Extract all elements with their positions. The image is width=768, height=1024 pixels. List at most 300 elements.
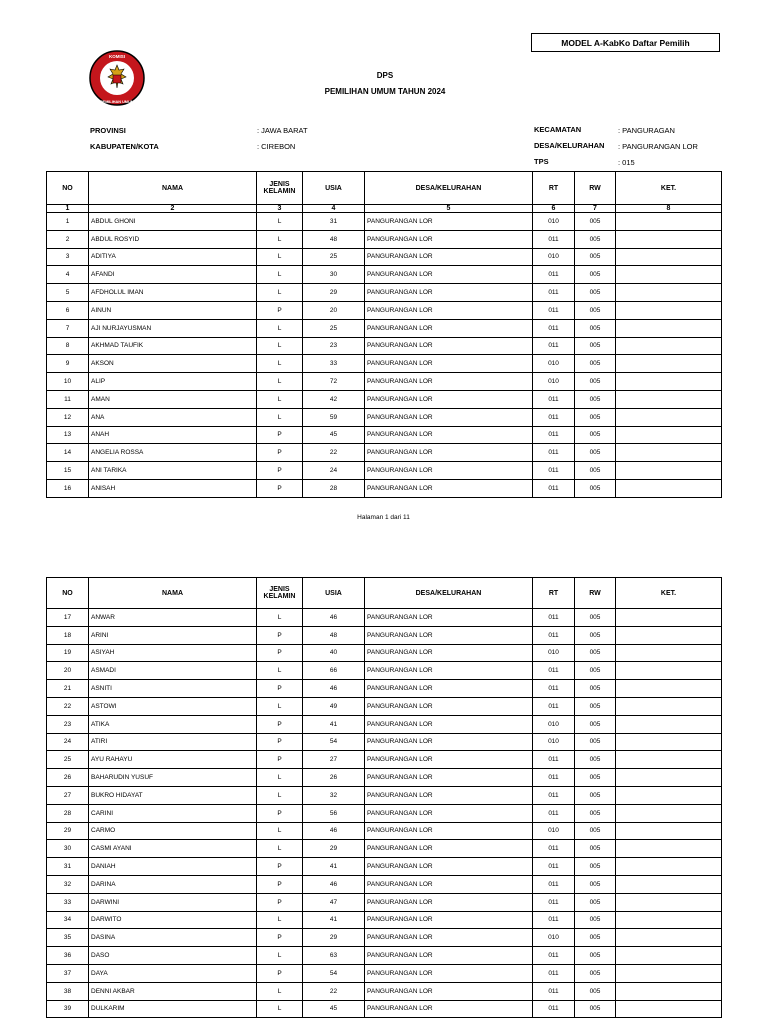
table-row (47, 1000, 722, 1018)
cell-desa: PANGURANGAN LOR (365, 319, 533, 337)
cell-ket (616, 893, 722, 911)
cell-rw: 005 (575, 355, 616, 373)
cell-rw: 005 (575, 248, 616, 266)
table-row (47, 733, 722, 751)
cell-rt: 010 (533, 929, 575, 947)
cell-jenis-kelamin: P (257, 893, 303, 911)
cell-rt: 010 (533, 822, 575, 840)
cell-jenis-kelamin: P (257, 733, 303, 751)
table-row (47, 390, 722, 408)
cell-usia: 23 (303, 337, 365, 355)
cell-ket (616, 301, 722, 319)
cell-nama: ADITIYA (89, 248, 257, 266)
table-row (47, 337, 722, 355)
cell-jenis-kelamin: L (257, 355, 303, 373)
cell-ket (616, 715, 722, 733)
cell-nama: AYU RAHAYU (89, 751, 257, 769)
cell-no: 32 (47, 875, 89, 893)
table-row (47, 715, 722, 733)
cell-desa: PANGURANGAN LOR (365, 479, 533, 497)
kabupaten-value: : CIREBON (257, 142, 296, 151)
table-row (47, 947, 722, 965)
table-row (47, 875, 722, 893)
cell-usia: 63 (303, 947, 365, 965)
cell-rt: 010 (533, 733, 575, 751)
cell-rw: 005 (575, 1000, 616, 1018)
cell-jenis-kelamin: L (257, 911, 303, 929)
cell-ket (616, 355, 722, 373)
column-number: 7 (575, 205, 616, 213)
cell-jenis-kelamin: P (257, 301, 303, 319)
cell-desa: PANGURANGAN LOR (365, 284, 533, 302)
cell-rw: 005 (575, 982, 616, 1000)
cell-rt: 011 (533, 390, 575, 408)
cell-rt: 010 (533, 715, 575, 733)
doc-title: DPS (376, 71, 394, 80)
cell-rt: 011 (533, 982, 575, 1000)
cell-desa: PANGURANGAN LOR (365, 733, 533, 751)
cell-rw: 005 (575, 786, 616, 804)
cell-rw: 005 (575, 662, 616, 680)
cell-jenis-kelamin: P (257, 626, 303, 644)
cell-jenis-kelamin: L (257, 982, 303, 1000)
cell-usia: 31 (303, 213, 365, 231)
cell-usia: 20 (303, 301, 365, 319)
cell-ket (616, 284, 722, 302)
cell-no: 11 (47, 390, 89, 408)
cell-rw: 005 (575, 929, 616, 947)
cell-rw: 005 (575, 822, 616, 840)
cell-rt: 010 (533, 213, 575, 231)
cell-nama: ABDUL GHONI (89, 213, 257, 231)
cell-rt: 010 (533, 373, 575, 391)
cell-no: 29 (47, 822, 89, 840)
header-desa: DESA/KELURAHAN (365, 172, 533, 205)
cell-no: 14 (47, 444, 89, 462)
table-row (47, 609, 722, 627)
cell-nama: AINUN (89, 301, 257, 319)
tps-label: TPS (534, 157, 549, 166)
cell-no: 28 (47, 804, 89, 822)
header-nama: NAMA (89, 172, 257, 205)
cell-no: 16 (47, 479, 89, 497)
desa-label: DESA/KELURAHAN (534, 141, 605, 150)
table-row (47, 804, 722, 822)
cell-ket (616, 929, 722, 947)
cell-ket (616, 822, 722, 840)
cell-nama: ANGELIA ROSSA (89, 444, 257, 462)
kabupaten-label: KABUPATEN/KOTA (90, 142, 159, 151)
cell-no: 1 (47, 213, 89, 231)
cell-no: 22 (47, 697, 89, 715)
cell-rt: 011 (533, 697, 575, 715)
cell-ket (616, 911, 722, 929)
cell-jenis-kelamin: L (257, 213, 303, 231)
cell-usia: 41 (303, 911, 365, 929)
cell-usia: 72 (303, 373, 365, 391)
cell-usia: 25 (303, 248, 365, 266)
cell-usia: 29 (303, 929, 365, 947)
table-row (47, 769, 722, 787)
cell-ket (616, 462, 722, 480)
cell-rt: 011 (533, 1000, 575, 1018)
cell-usia: 48 (303, 626, 365, 644)
cell-usia: 30 (303, 266, 365, 284)
cell-desa: PANGURANGAN LOR (365, 390, 533, 408)
cell-ket (616, 609, 722, 627)
cell-ket (616, 769, 722, 787)
cell-jenis-kelamin: L (257, 248, 303, 266)
cell-nama: DULKARIM (89, 1000, 257, 1018)
cell-nama: AJI NURJAYUSMAN (89, 319, 257, 337)
cell-usia: 24 (303, 462, 365, 480)
cell-rt: 011 (533, 626, 575, 644)
table-row (47, 426, 722, 444)
cell-jenis-kelamin: P (257, 680, 303, 698)
cell-nama: AFDHOLUL IMAN (89, 284, 257, 302)
cell-usia: 45 (303, 1000, 365, 1018)
cell-desa: PANGURANGAN LOR (365, 644, 533, 662)
cell-desa: PANGURANGAN LOR (365, 373, 533, 391)
cell-no: 7 (47, 319, 89, 337)
cell-ket (616, 626, 722, 644)
cell-jenis-kelamin: P (257, 929, 303, 947)
header-nama: NAMA (89, 578, 257, 609)
cell-no: 37 (47, 964, 89, 982)
cell-desa: PANGURANGAN LOR (365, 804, 533, 822)
cell-no: 34 (47, 911, 89, 929)
cell-usia: 45 (303, 426, 365, 444)
cell-no: 39 (47, 1000, 89, 1018)
cell-rw: 005 (575, 697, 616, 715)
cell-desa: PANGURANGAN LOR (365, 626, 533, 644)
header-rt: RT (533, 172, 575, 205)
cell-nama: DASINA (89, 929, 257, 947)
cell-usia: 54 (303, 964, 365, 982)
column-number: 2 (89, 205, 257, 213)
header-no: NO (47, 578, 89, 609)
cell-rw: 005 (575, 462, 616, 480)
cell-jenis-kelamin: L (257, 769, 303, 787)
cell-nama: BUKRO HIDAYAT (89, 786, 257, 804)
cell-rw: 005 (575, 964, 616, 982)
table-row (47, 355, 722, 373)
cell-ket (616, 1000, 722, 1018)
header-rw: RW (575, 578, 616, 609)
cell-no: 10 (47, 373, 89, 391)
cell-ket (616, 840, 722, 858)
cell-rw: 005 (575, 715, 616, 733)
cell-jenis-kelamin: L (257, 408, 303, 426)
cell-ket (616, 680, 722, 698)
cell-desa: PANGURANGAN LOR (365, 1000, 533, 1018)
table-row (47, 373, 722, 391)
cell-usia: 46 (303, 609, 365, 627)
cell-jenis-kelamin: L (257, 697, 303, 715)
cell-desa: PANGURANGAN LOR (365, 230, 533, 248)
cell-desa: PANGURANGAN LOR (365, 301, 533, 319)
cell-no: 23 (47, 715, 89, 733)
cell-nama: CARINI (89, 804, 257, 822)
cell-rt: 011 (533, 426, 575, 444)
page-footer: Halaman 1 dari 11 (357, 514, 410, 521)
cell-jenis-kelamin: L (257, 947, 303, 965)
cell-rw: 005 (575, 426, 616, 444)
cell-usia: 26 (303, 769, 365, 787)
cell-jenis-kelamin: L (257, 822, 303, 840)
table-row (47, 929, 722, 947)
table-row (47, 230, 722, 248)
cell-desa: PANGURANGAN LOR (365, 875, 533, 893)
cell-desa: PANGURANGAN LOR (365, 355, 533, 373)
cell-ket (616, 444, 722, 462)
cell-rw: 005 (575, 301, 616, 319)
cell-rt: 011 (533, 858, 575, 876)
cell-desa: PANGURANGAN LOR (365, 444, 533, 462)
svg-text:PEMILIHAN UMUM: PEMILIHAN UMUM (100, 100, 134, 104)
cell-nama: ALIP (89, 373, 257, 391)
cell-rt: 011 (533, 230, 575, 248)
cell-nama: DENNI AKBAR (89, 982, 257, 1000)
table-row (47, 479, 722, 497)
cell-usia: 66 (303, 662, 365, 680)
cell-usia: 46 (303, 875, 365, 893)
header-ket: KET. (616, 578, 722, 609)
tps-value: : 015 (618, 158, 635, 167)
cell-ket (616, 858, 722, 876)
cell-nama: AKHMAD TAUFIK (89, 337, 257, 355)
cell-desa: PANGURANGAN LOR (365, 213, 533, 231)
cell-desa: PANGURANGAN LOR (365, 248, 533, 266)
cell-no: 4 (47, 266, 89, 284)
cell-nama: DARINA (89, 875, 257, 893)
cell-desa: PANGURANGAN LOR (365, 680, 533, 698)
cell-nama: ANA (89, 408, 257, 426)
cell-no: 36 (47, 947, 89, 965)
cell-rt: 010 (533, 355, 575, 373)
cell-rw: 005 (575, 390, 616, 408)
cell-jenis-kelamin: L (257, 786, 303, 804)
cell-usia: 22 (303, 982, 365, 1000)
table-row (47, 840, 722, 858)
cell-no: 3 (47, 248, 89, 266)
cell-rt: 011 (533, 444, 575, 462)
table-row (47, 462, 722, 480)
cell-ket (616, 947, 722, 965)
cell-usia: 32 (303, 786, 365, 804)
table-row (47, 697, 722, 715)
cell-nama: DAYA (89, 964, 257, 982)
cell-ket (616, 373, 722, 391)
cell-usia: 27 (303, 751, 365, 769)
table-row (47, 982, 722, 1000)
cell-ket (616, 213, 722, 231)
cell-usia: 46 (303, 822, 365, 840)
table-row (47, 662, 722, 680)
header-desa: DESA/KELURAHAN (365, 578, 533, 609)
cell-rt: 011 (533, 266, 575, 284)
cell-nama: DARWITO (89, 911, 257, 929)
cell-rw: 005 (575, 911, 616, 929)
cell-nama: CASMI AYANI (89, 840, 257, 858)
cell-nama: AKSON (89, 355, 257, 373)
cell-rt: 010 (533, 248, 575, 266)
cell-nama: BAHARUDIN YUSUF (89, 769, 257, 787)
column-number: 4 (303, 205, 365, 213)
cell-usia: 29 (303, 284, 365, 302)
cell-nama: ANISAH (89, 479, 257, 497)
table-row (47, 626, 722, 644)
table-row (47, 319, 722, 337)
table-row (47, 644, 722, 662)
cell-no: 6 (47, 301, 89, 319)
cell-no: 20 (47, 662, 89, 680)
cell-jenis-kelamin: P (257, 479, 303, 497)
cell-jenis-kelamin: L (257, 319, 303, 337)
header-rt: RT (533, 578, 575, 609)
cell-desa: PANGURANGAN LOR (365, 337, 533, 355)
cell-usia: 42 (303, 390, 365, 408)
cell-jenis-kelamin: L (257, 337, 303, 355)
cell-jenis-kelamin: L (257, 230, 303, 248)
cell-usia: 49 (303, 697, 365, 715)
cell-nama: DANIAH (89, 858, 257, 876)
cell-desa: PANGURANGAN LOR (365, 662, 533, 680)
cell-usia: 41 (303, 715, 365, 733)
cell-rt: 011 (533, 893, 575, 911)
header-no: NO (47, 172, 89, 205)
cell-no: 9 (47, 355, 89, 373)
cell-ket (616, 319, 722, 337)
cell-ket (616, 337, 722, 355)
cell-rt: 011 (533, 947, 575, 965)
header-jenis-kelamin: JENIS KELAMIN (257, 578, 303, 609)
provinsi-label: PROVINSI (90, 126, 126, 135)
cell-desa: PANGURANGAN LOR (365, 426, 533, 444)
cell-rw: 005 (575, 680, 616, 698)
cell-desa: PANGURANGAN LOR (365, 822, 533, 840)
cell-desa: PANGURANGAN LOR (365, 408, 533, 426)
cell-rt: 011 (533, 840, 575, 858)
cell-nama: ASMADI (89, 662, 257, 680)
cell-jenis-kelamin: P (257, 462, 303, 480)
cell-ket (616, 426, 722, 444)
cell-rt: 011 (533, 337, 575, 355)
svg-text:KOMISI: KOMISI (108, 54, 126, 59)
cell-no: 31 (47, 858, 89, 876)
cell-jenis-kelamin: P (257, 964, 303, 982)
model-label: MODEL A-KabKo Daftar Pemilih (531, 33, 720, 52)
column-number: 3 (257, 205, 303, 213)
table-row (47, 822, 722, 840)
cell-ket (616, 662, 722, 680)
table-row (47, 893, 722, 911)
header-usia: USIA (303, 172, 365, 205)
column-number: 5 (365, 205, 533, 213)
desa-value: : PANGURANGAN LOR (618, 142, 698, 151)
cell-usia: 28 (303, 479, 365, 497)
cell-rw: 005 (575, 840, 616, 858)
table-row (47, 248, 722, 266)
cell-rw: 005 (575, 626, 616, 644)
cell-usia: 56 (303, 804, 365, 822)
cell-nama: ATIRI (89, 733, 257, 751)
cell-no: 38 (47, 982, 89, 1000)
cell-no: 13 (47, 426, 89, 444)
table-row (47, 213, 722, 231)
cell-no: 26 (47, 769, 89, 787)
cell-nama: ASTOWI (89, 697, 257, 715)
cell-rt: 011 (533, 680, 575, 698)
cell-rw: 005 (575, 408, 616, 426)
cell-jenis-kelamin: P (257, 426, 303, 444)
table-row (47, 964, 722, 982)
cell-jenis-kelamin: P (257, 715, 303, 733)
cell-rw: 005 (575, 479, 616, 497)
cell-rw: 005 (575, 266, 616, 284)
table-row (47, 858, 722, 876)
cell-nama: ANWAR (89, 609, 257, 627)
cell-no: 33 (47, 893, 89, 911)
cell-nama: DARWINI (89, 893, 257, 911)
cell-desa: PANGURANGAN LOR (365, 697, 533, 715)
table-row (47, 408, 722, 426)
cell-desa: PANGURANGAN LOR (365, 982, 533, 1000)
cell-rt: 011 (533, 301, 575, 319)
cell-jenis-kelamin: P (257, 644, 303, 662)
table-row (47, 444, 722, 462)
cell-no: 27 (47, 786, 89, 804)
cell-rt: 011 (533, 462, 575, 480)
cell-usia: 25 (303, 319, 365, 337)
cell-desa: PANGURANGAN LOR (365, 929, 533, 947)
cell-desa: PANGURANGAN LOR (365, 964, 533, 982)
cell-usia: 41 (303, 858, 365, 876)
cell-rw: 005 (575, 875, 616, 893)
cell-desa: PANGURANGAN LOR (365, 266, 533, 284)
cell-usia: 40 (303, 644, 365, 662)
kecamatan-value: : PANGURAGAN (618, 126, 675, 135)
cell-rt: 011 (533, 769, 575, 787)
cell-no: 12 (47, 408, 89, 426)
cell-ket (616, 733, 722, 751)
cell-usia: 48 (303, 230, 365, 248)
cell-desa: PANGURANGAN LOR (365, 840, 533, 858)
cell-desa: PANGURANGAN LOR (365, 858, 533, 876)
cell-nama: AFANDI (89, 266, 257, 284)
cell-jenis-kelamin: P (257, 875, 303, 893)
cell-jenis-kelamin: P (257, 804, 303, 822)
cell-ket (616, 875, 722, 893)
doc-subtitle: PEMILIHAN UMUM TAHUN 2024 (324, 87, 446, 96)
cell-ket (616, 266, 722, 284)
cell-ket (616, 230, 722, 248)
header-jenis-kelamin: JENIS KELAMIN (257, 172, 303, 205)
table-row (47, 751, 722, 769)
cell-ket (616, 964, 722, 982)
cell-nama: ANI TARIKA (89, 462, 257, 480)
column-number-row (47, 205, 722, 213)
cell-desa: PANGURANGAN LOR (365, 609, 533, 627)
table-row (47, 786, 722, 804)
header-ket: KET. (616, 172, 722, 205)
cell-nama: ATIKA (89, 715, 257, 733)
cell-desa: PANGURANGAN LOR (365, 769, 533, 787)
cell-rw: 005 (575, 893, 616, 911)
cell-jenis-kelamin: L (257, 266, 303, 284)
cell-usia: 33 (303, 355, 365, 373)
column-number: 1 (47, 205, 89, 213)
